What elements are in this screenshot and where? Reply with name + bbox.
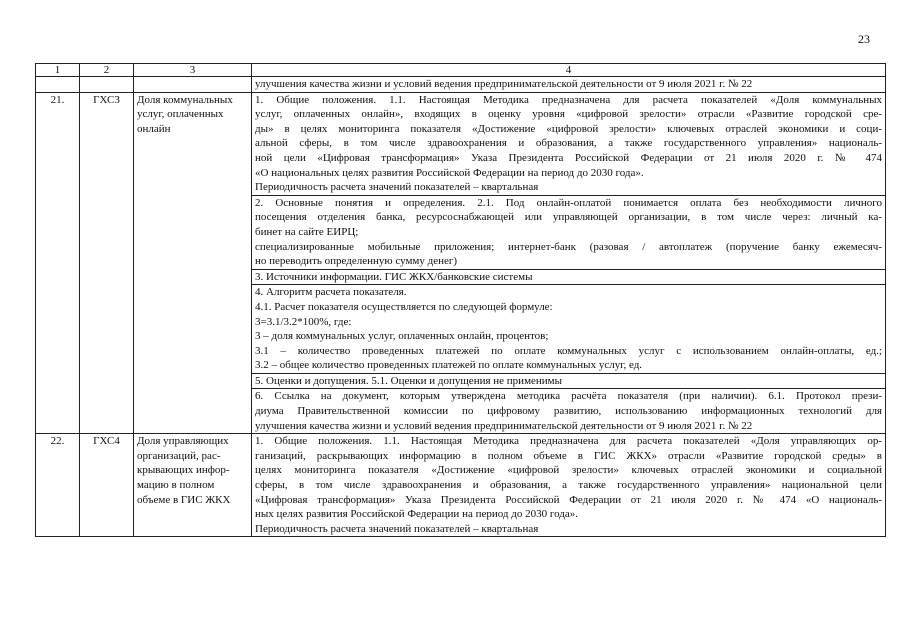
indicator-name-line: онлайн [137,122,171,135]
indicator-name [134,92,252,434]
methodology-line: 4.1. Расчет показателя осуществляется по следующей формуле: [255,300,553,313]
methodology-line: но переводить определенную сумму денег) [255,255,458,268]
methodology-line: 2. Основные понятия и определения. 2.1. Под онлайн-оплатой понимается оплата без необходимости личного [255,196,882,209]
methodology-line: Периодичность расчета значений показателей – квартальная [255,522,539,535]
methodology-section [252,285,886,374]
methodology-line: 3 – доля коммунальных услуг, оплаченных онлайн, процентов; [255,330,549,343]
methodology-line: сферы, в том числе здравоохранения и образования, а также государственного управления» национальной цели [255,479,882,492]
continuation-text: улучшения качества жизни и условий ведения предпринимательской деятельности от 9 июля 2021 г. № 22 [252,77,886,93]
indicator-name [134,434,252,537]
column-number: 3 [134,64,252,77]
methodology-line: улучшения качества жизни и условий ведения предпринимательской деятельности от 9 июля 2021 г. № 22 [255,419,753,432]
methodology-section [252,269,886,285]
methodology-line: Периодичность расчета значений показателей – квартальная [255,181,539,194]
row-number: 21. [36,92,80,434]
methodology-line: бинет на сайте ЕИРЦ; [255,225,359,238]
methodology-line: специализированные мобильные приложения; интернет-банк (разовая / автоплатеж (поручение банку ежемесяч- [255,240,882,253]
methodology-section [252,195,886,269]
methodology-line: 6. Ссылка на документ, которым утверждена методика расчёта показателя (при наличии). 6.1. Протокол прези- [255,390,882,403]
indicator-name-line: организаций, рас- [137,449,221,462]
methodology-line: 3.2 – общее количество проведенных платежей по оплате коммунальных услуг, ед. [255,359,643,372]
methodology-line: альной сферы, в том числе здравоохранения и образования, а также государственного управления» националь- [255,137,882,150]
indicator-name-line: мацию в полном [137,479,215,492]
methodology-line: 4. Алгоритм расчета показателя. [255,286,407,299]
methodology-line: ганизаций, раскрывающих информацию в полном объеме в ГИС ЖКХ» отрасли «Развитие городской среды» в [255,449,882,462]
methodology-line: ды» в целях мониторинга показателя «Достижение «цифровой зрелости» ключевых отраслей экономики и соци- [255,122,882,135]
column-number-row [36,64,886,77]
column-number: 1 [36,64,80,77]
methodology-table [35,63,886,537]
methodology-section [252,92,886,195]
indicator-name-line: объеме в ГИС ЖКХ [137,493,231,506]
methodology-section [252,389,886,434]
column-number: 4 [252,64,886,77]
methodology-section [252,373,886,389]
methodology-section [252,434,886,537]
indicator-name-line: Доля коммунальных [137,93,233,106]
methodology-line: 3.1 – количество проведенных платежей по оплате коммунальных услуг с использованием онлайн-оплаты, ед.; [255,344,882,357]
page-number: 23 [858,32,870,46]
indicator-name-line: крывающих инфор- [137,464,230,477]
indicator-name-line: услуг, оплаченных [137,108,224,121]
indicator-code: ГХС3 [80,92,134,434]
methodology-line: «Цифровая трансформация» Указа Президента Российской Федерации от 21 июля 2020 г. № 474 «О националь- [255,493,882,506]
methodology-line: целях мониторинга показателя «Достижение «цифровой зрелости» ключевых отраслей экономики и социальной [255,464,882,477]
indicator-name-line: Доля управляющих [137,435,229,448]
indicator-section-row [36,434,886,537]
methodology-line: ных целях развития Российской Федерации на период до 2030 года». [255,508,579,521]
methodology-line: «О национальных целях развития Российской Федерации на период до 2030 года». [255,166,644,179]
continuation-row [36,77,886,93]
column-number: 2 [80,64,134,77]
methodology-line: 3. Источники информации. ГИС ЖКХ/банковские системы [255,270,533,283]
methodology-line: 1. Общие положения. 1.1. Настоящая Методика предназначена для расчета показателей «Доля управляющих ор- [255,435,882,448]
indicator-section-row [36,92,886,195]
methodology-line: посещения отделения банка, ресурсоснабжающей или управляющей организации, в том числе через: личный ка- [255,211,882,224]
methodology-line: 5. Оценки и допущения. 5.1. Оценки и допущения не применимы [255,374,563,387]
indicator-code: ГХС4 [80,434,134,537]
methodology-line: ной цели «Цифровая трансформация» Указа Президента Российской Федерации от 21 июля 2020 г. № 474 [255,151,882,164]
methodology-line: 3=3.1/3.2*100%, где: [255,315,352,328]
methodology-line: услуг, оплаченных онлайн», входящих в оценку уровня «цифровой зрелости» отрасли «Развитие городской сре- [255,108,882,121]
methodology-line: диума Правительственной комиссии по цифровому развитию, использованию информационных технологий для [255,405,882,418]
methodology-line: 1. Общие положения. 1.1. Настоящая Методика предназначена для расчета показателей «Доля коммунальных [255,93,882,106]
row-number: 22. [36,434,80,537]
